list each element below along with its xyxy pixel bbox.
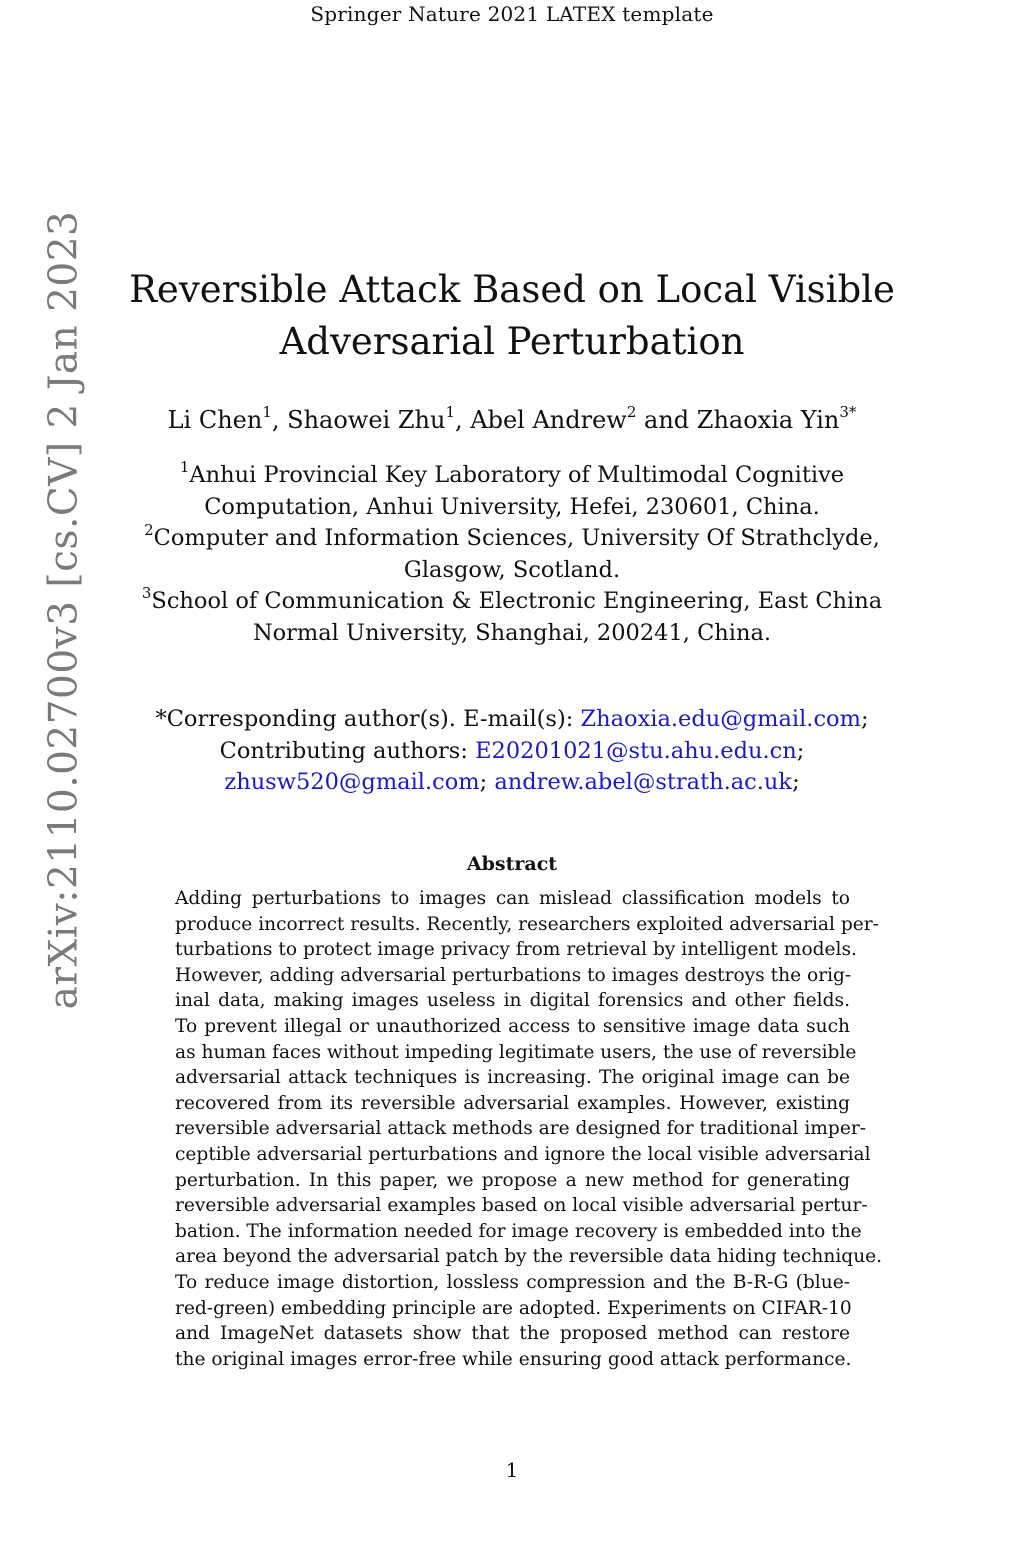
author-affiliation-mark: 1: [445, 403, 455, 421]
abstract-line: perturbation. In this paper, we propose a new method for generating: [175, 1169, 850, 1191]
abstract-line: To prevent illegal or unauthorized access to sensitive image data such: [175, 1015, 850, 1037]
abstract-line: the original images error-free while ensuring good attack performance.: [175, 1348, 852, 1370]
contributing-authors-line: Contributing authors: E20201021@stu.ahu.edu.cn;: [219, 737, 805, 764]
affiliation-line: Computation, Anhui University, Hefei, 230601, China.: [204, 493, 820, 520]
abstract-line: red-green) embedding principle are adopted. Experiments on CIFAR-10: [175, 1297, 852, 1319]
author-list: Li Chen$^1$, Shaowei Zhu$^1$, Abel Andrew$^2$ and Zhaoxia Yin$^{3*}$: [167, 403, 857, 434]
correspondence-block: [112, 704, 912, 799]
author-name: Abel Andrew: [470, 406, 627, 434]
abstract-line: as human faces without impeding legitimate users, the use of reversible: [175, 1041, 857, 1063]
contributing-email-link[interactable]: zhusw520@gmail.com: [224, 769, 480, 795]
contributing-email-link[interactable]: andrew.abel@strath.ac.uk: [494, 769, 793, 795]
affiliation-line: $^2$Computer and Information Sciences, University Of Strathclyde,: [144, 520, 880, 551]
paper-title-line-1: Reversible Attack Based on Local Visible: [129, 268, 895, 311]
abstract-line: area beyond the adversarial patch by the reversible data hiding technique.: [175, 1246, 883, 1268]
contributing-authors-line: zhusw520@gmail.com; andrew.abel@strath.ac.uk;: [224, 769, 800, 795]
abstract-body: [175, 886, 883, 1372]
abstract-line: reversible adversarial attack methods are designed for traditional imper-: [175, 1118, 867, 1140]
abstract-line: adversarial attack techniques is increasing. The original image can be: [175, 1067, 850, 1089]
author-affiliation-mark: 1: [262, 403, 272, 421]
contributing-email-link[interactable]: E20201021@stu.ahu.edu.cn: [475, 737, 797, 764]
abstract-line: However, adding adversarial perturbations to images destroys the orig-: [175, 964, 852, 986]
arxiv-identifier-stamp: arXiv:2110.02700v3 [cs.CV] 2 Jan 2023: [41, 210, 87, 1010]
author-name: Li Chen: [167, 406, 263, 434]
paper-title: [112, 264, 912, 368]
affiliation-line: $^1$Anhui Provincial Key Laboratory of Multimodal Cognitive: [179, 457, 845, 488]
abstract-line: turbations to protect image privacy from retrieval by intelligent models.: [175, 939, 857, 961]
paper-title-line-2: Adversarial Perturbation: [279, 320, 745, 363]
abstract-line: bation. The information needed for image recovery is embedded into the: [175, 1220, 862, 1242]
abstract-line: recovered from its reversible adversarial examples. However, existing: [175, 1092, 850, 1114]
abstract-line: inal data, making images useless in digital forensics and other fields.: [175, 990, 850, 1012]
corresponding-author-line: *Corresponding author(s). E-mail(s): Zhaoxia.edu@gmail.com;: [155, 706, 869, 732]
running-header: Springer Nature 2021 LATEX template: [310, 2, 714, 26]
affiliation-list: [112, 457, 912, 649]
author-name: Zhaoxia Yin: [696, 406, 840, 434]
corresponding-email-link[interactable]: Zhaoxia.edu@gmail.com: [580, 706, 861, 732]
abstract-line: ceptible adversarial perturbations and ignore the local visible adversarial: [175, 1143, 871, 1165]
affiliation-line: Normal University, Shanghai, 200241, China.: [252, 619, 772, 646]
abstract-line: produce incorrect results. Recently, researchers exploited adversarial per-: [175, 913, 879, 935]
abstract-line: reversible adversarial examples based on local visible adversarial pertur-: [175, 1195, 868, 1217]
affiliation-line: $^3$School of Communication & Electronic Engineering, East China: [141, 583, 883, 614]
abstract-heading: Abstract: [466, 853, 558, 875]
affiliation-line: Glasgow, Scotland.: [403, 556, 621, 583]
author-affiliation-mark: 2: [626, 403, 637, 421]
abstract-line: and ImageNet datasets show that the proposed method can restore: [175, 1323, 850, 1345]
page-number: 1: [505, 1458, 519, 1482]
affiliation-mark: 3: [141, 583, 152, 602]
abstract-line: Adding perturbations to images can mislead classification models to: [175, 888, 850, 909]
abstract-line: To reduce image distortion, lossless compression and the B-R-G (blue-: [175, 1271, 850, 1293]
affiliation-mark: 2: [144, 520, 154, 539]
author-name: Shaowei Zhu: [287, 406, 446, 434]
author-affiliation-mark: 3*: [839, 403, 857, 421]
affiliation-mark: 1: [179, 457, 190, 476]
